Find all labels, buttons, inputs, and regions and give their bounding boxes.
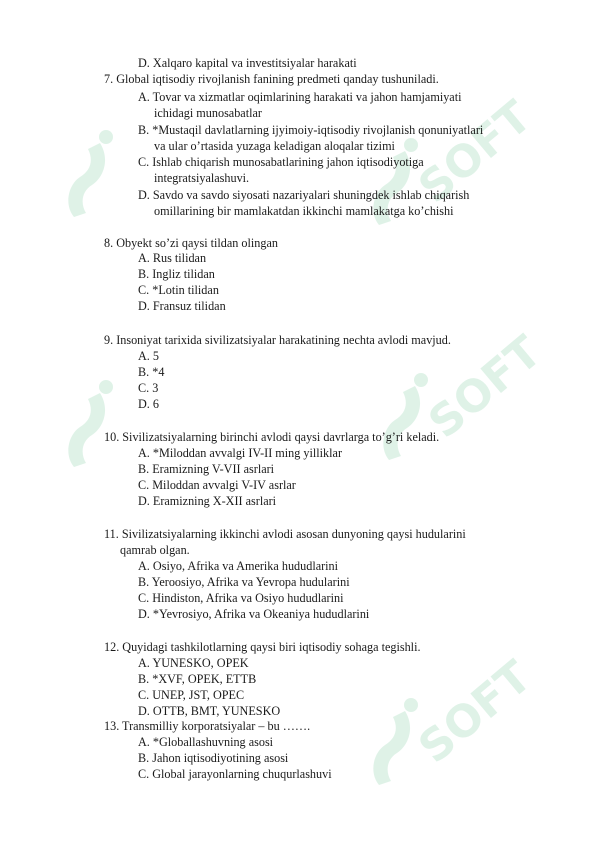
watermark-logo xyxy=(60,375,124,480)
watermark-text: SOFT xyxy=(419,326,552,449)
watermark-mark xyxy=(68,130,113,217)
option-line: A. Rus tilidan xyxy=(138,251,207,265)
option-line: B. Jahon iqtisodiyotining asosi xyxy=(138,751,289,765)
option-line: D. *Yevrosiyo, Afrika va Okeaniya hududlarini xyxy=(138,607,370,621)
option-line: C. Hindiston, Afrika va Osiyo hududlarini xyxy=(138,591,344,605)
option-line: D. Savdo va savdo siyosati nazariyalari shuningdek ishlab chiqarish xyxy=(138,188,470,202)
option-line: C. Miloddan avvalgi V-IV asrlar xyxy=(138,478,296,492)
option-line: A. 5 xyxy=(138,349,159,363)
option-line: B. *Mustaqil davlatlarning ijyimoiy-iqtisodiy rivojlanish qonuniyatlari xyxy=(138,123,484,137)
option-continuation: integratsiyalashuvi. xyxy=(154,171,250,185)
option-line: A. Osiyo, Afrika va Amerika hududlarini xyxy=(138,559,339,573)
option-line: B. Ingliz tilidan xyxy=(138,267,215,281)
watermark-mark xyxy=(383,373,428,460)
option-line: C. *Lotin tilidan xyxy=(138,283,219,297)
question-line: 12. Quyidagi tashkilotlarning qaysi biri iqtisodiy sohaga tegishli. xyxy=(104,640,421,654)
option-line: A. *Globallashuvning asosi xyxy=(138,735,274,749)
watermark-logo xyxy=(365,645,545,800)
option-line: C. UNEP, JST, OPEC xyxy=(138,688,245,702)
question-line: 13. Transmilliy korporatsiyalar – bu ……. xyxy=(104,719,311,733)
option-line: D. 6 xyxy=(138,397,159,411)
option-continuation: omillarining bir mamlakatdan ikkinchi mamlakatga ko’chishi xyxy=(154,204,454,218)
option-line: C. 3 xyxy=(138,381,159,395)
question-line: 11. Sivilizatsiyalarning ikkinchi avlodi asosan dunyoning qaysi hudularini xyxy=(104,527,466,541)
option-line: B. Yeroosiyo, Afrika va Yevropa hudularini xyxy=(138,575,350,589)
option-line: C. Ishlab chiqarish munosabatlarining jahon iqtisodiyotiga xyxy=(138,155,424,169)
option-line: B. Eramizning V-VII asrlari xyxy=(138,462,275,476)
option-continuation: ichidagi munosabatlar xyxy=(154,106,262,120)
watermark-text: SOFT xyxy=(409,651,542,774)
watermark-logo xyxy=(60,125,124,230)
option-line: A. YUNESKO, OPEK xyxy=(138,656,249,670)
question-line: 10. Sivilizatsiyalarning birinchi avlodi qaysi davrlarga to’g’ri keladi. xyxy=(104,430,440,444)
option-line: C. Global jarayonlarning chuqurlashuvi xyxy=(138,767,332,781)
question-line: 8. Obyekt so’zi qaysi tildan olingan xyxy=(104,236,278,250)
question-continuation: qamrab olgan. xyxy=(120,543,190,557)
option-line: D. OTTB, BMT, YUNESKO xyxy=(138,704,281,718)
option-continuation: va ular o’rtasida yuzaga keladigan aloqalar tizimi xyxy=(154,139,395,153)
watermark-mark xyxy=(68,380,113,467)
question-line: 9. Insoniyat tarixida sivilizatsiyalar harakatining nechta avlodi mavjud. xyxy=(104,333,451,347)
option-line: D. Xalqaro kapital va investitsiyalar harakati xyxy=(138,56,357,70)
option-line: A. Tovar va xizmatlar oqimlarining harakati va jahon hamjamiyati xyxy=(138,90,462,104)
watermark-text: SOFT xyxy=(409,91,542,214)
option-line: D. Fransuz tilidan xyxy=(138,299,226,313)
watermark-mark xyxy=(373,698,418,785)
option-line: D. Eramizning X-XII asrlari xyxy=(138,494,277,508)
option-line: B. *XVF, OPEK, ETTB xyxy=(138,672,257,686)
option-line: A. *Miloddan avvalgi IV-II ming yilliklar xyxy=(138,446,342,460)
question-line: 7. Global iqtisodiy rivojlanish fanining predmeti qanday tushuniladi. xyxy=(104,72,439,86)
option-line: B. *4 xyxy=(138,365,165,379)
